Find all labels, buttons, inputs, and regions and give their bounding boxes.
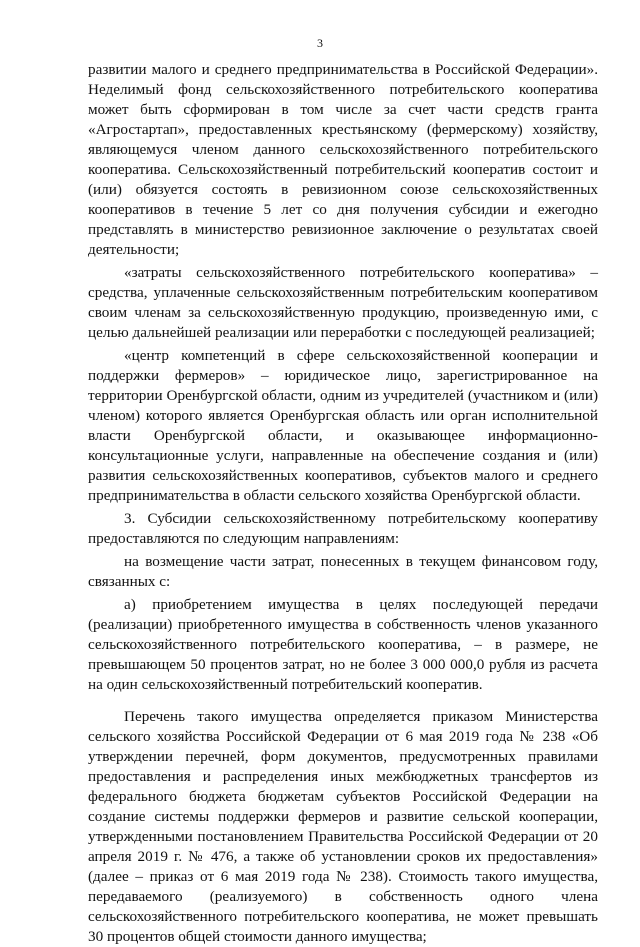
paragraph-cooperative-costs-definition: «затраты сельскохозяйственного потребительского кооператива» – средства, уплаченные сельскохозяйственным потребительским кооперативом своим членам за сельскохозяйственную продукцию, произведенную ими, с целью дальнейшей реализации или переработки с последующей реализацией; [88, 264, 598, 341]
paragraph-item-a: а) приобретением имущества в целях последующей передачи (реализации) приобретенного имущества в собственность членов указанного сельскохозяйственного потребительского кооператива, – в размере, не превышающем 50 процентов затрат, но не более 3 000 000,0 рубля из расчета на один сельскохозяйственный потребительский кооператив. [88, 596, 598, 693]
paragraph-fund-continuation: развитии малого и среднего предпринимательства в Российской Федерации». Неделимый фонд сельскохозяйственного потребительского кооператива может быть сформирован в том числе за счет части средств гранта «Агростартап», предоставленных крестьянскому (фермерскому) хозяйству, являющемуся членом данного сельскохозяйственного потребительского кооператива. Сельскохозяйственный потребительский кооператив состоит и (или) обязуется состоять в ревизионном союзе сельскохозяйственных кооперативов в течение 5 лет со дня получения субсидии и ежегодно представлять в министерство ревизионное заключение о результатах своей деятельности; [88, 61, 598, 258]
page-number: 3 [317, 36, 323, 50]
paragraph-cost-reimbursement: на возмещение части затрат, понесенных в текущем финансовом году, связанных с: [88, 553, 598, 590]
paragraph-property-list: Перечень такого имущества определяется приказом Министерства сельского хозяйства Российской Федерации от 6 мая 2019 года № 238 «Об утверждении перечней, форм документов, предусмотренных правилами предоставления и распределения иных межбюджетных трансфертов из федерального бюджета бюджетам субъектов Российской Федерации на создание системы поддержки фермеров и развитие сельской кооперации, утвержденными постановлением Правительства Российской Федерации от 20 апреля 2019 г. № 476, а также об установлении сроков их предоставления» (далее – приказ от 6 мая 2019 года № 238). Стоимость такого имущества, передаваемого (реализуемого) в собственность одного члена сельскохозяйственного потребительского кооператива, не может превышать 30 процентов общей стоимости данного имущества; [88, 708, 598, 945]
paragraph-competence-center-definition: «центр компетенций в сфере сельскохозяйственной кооперации и поддержки фермеров» – юридическое лицо, зарегистрированное на территории Оренбургской области, одним из учредителей (участником и (или) членом) которого является Оренбургская область или орган исполнительной власти Оренбургской области, и оказывающее информационно-консультационные услуги, направленные на обеспечение создания и (или) развития сельскохозяйственных кооперативов, субъектов малого и среднего предпринимательства в области сельского хозяйства Оренбургской области. [88, 347, 598, 504]
paragraph-section-3-intro: 3. Субсидии сельскохозяйственному потребительскому кооперативу предоставляются по следующим направлениям: [88, 510, 598, 547]
document-body [88, 60, 598, 947]
